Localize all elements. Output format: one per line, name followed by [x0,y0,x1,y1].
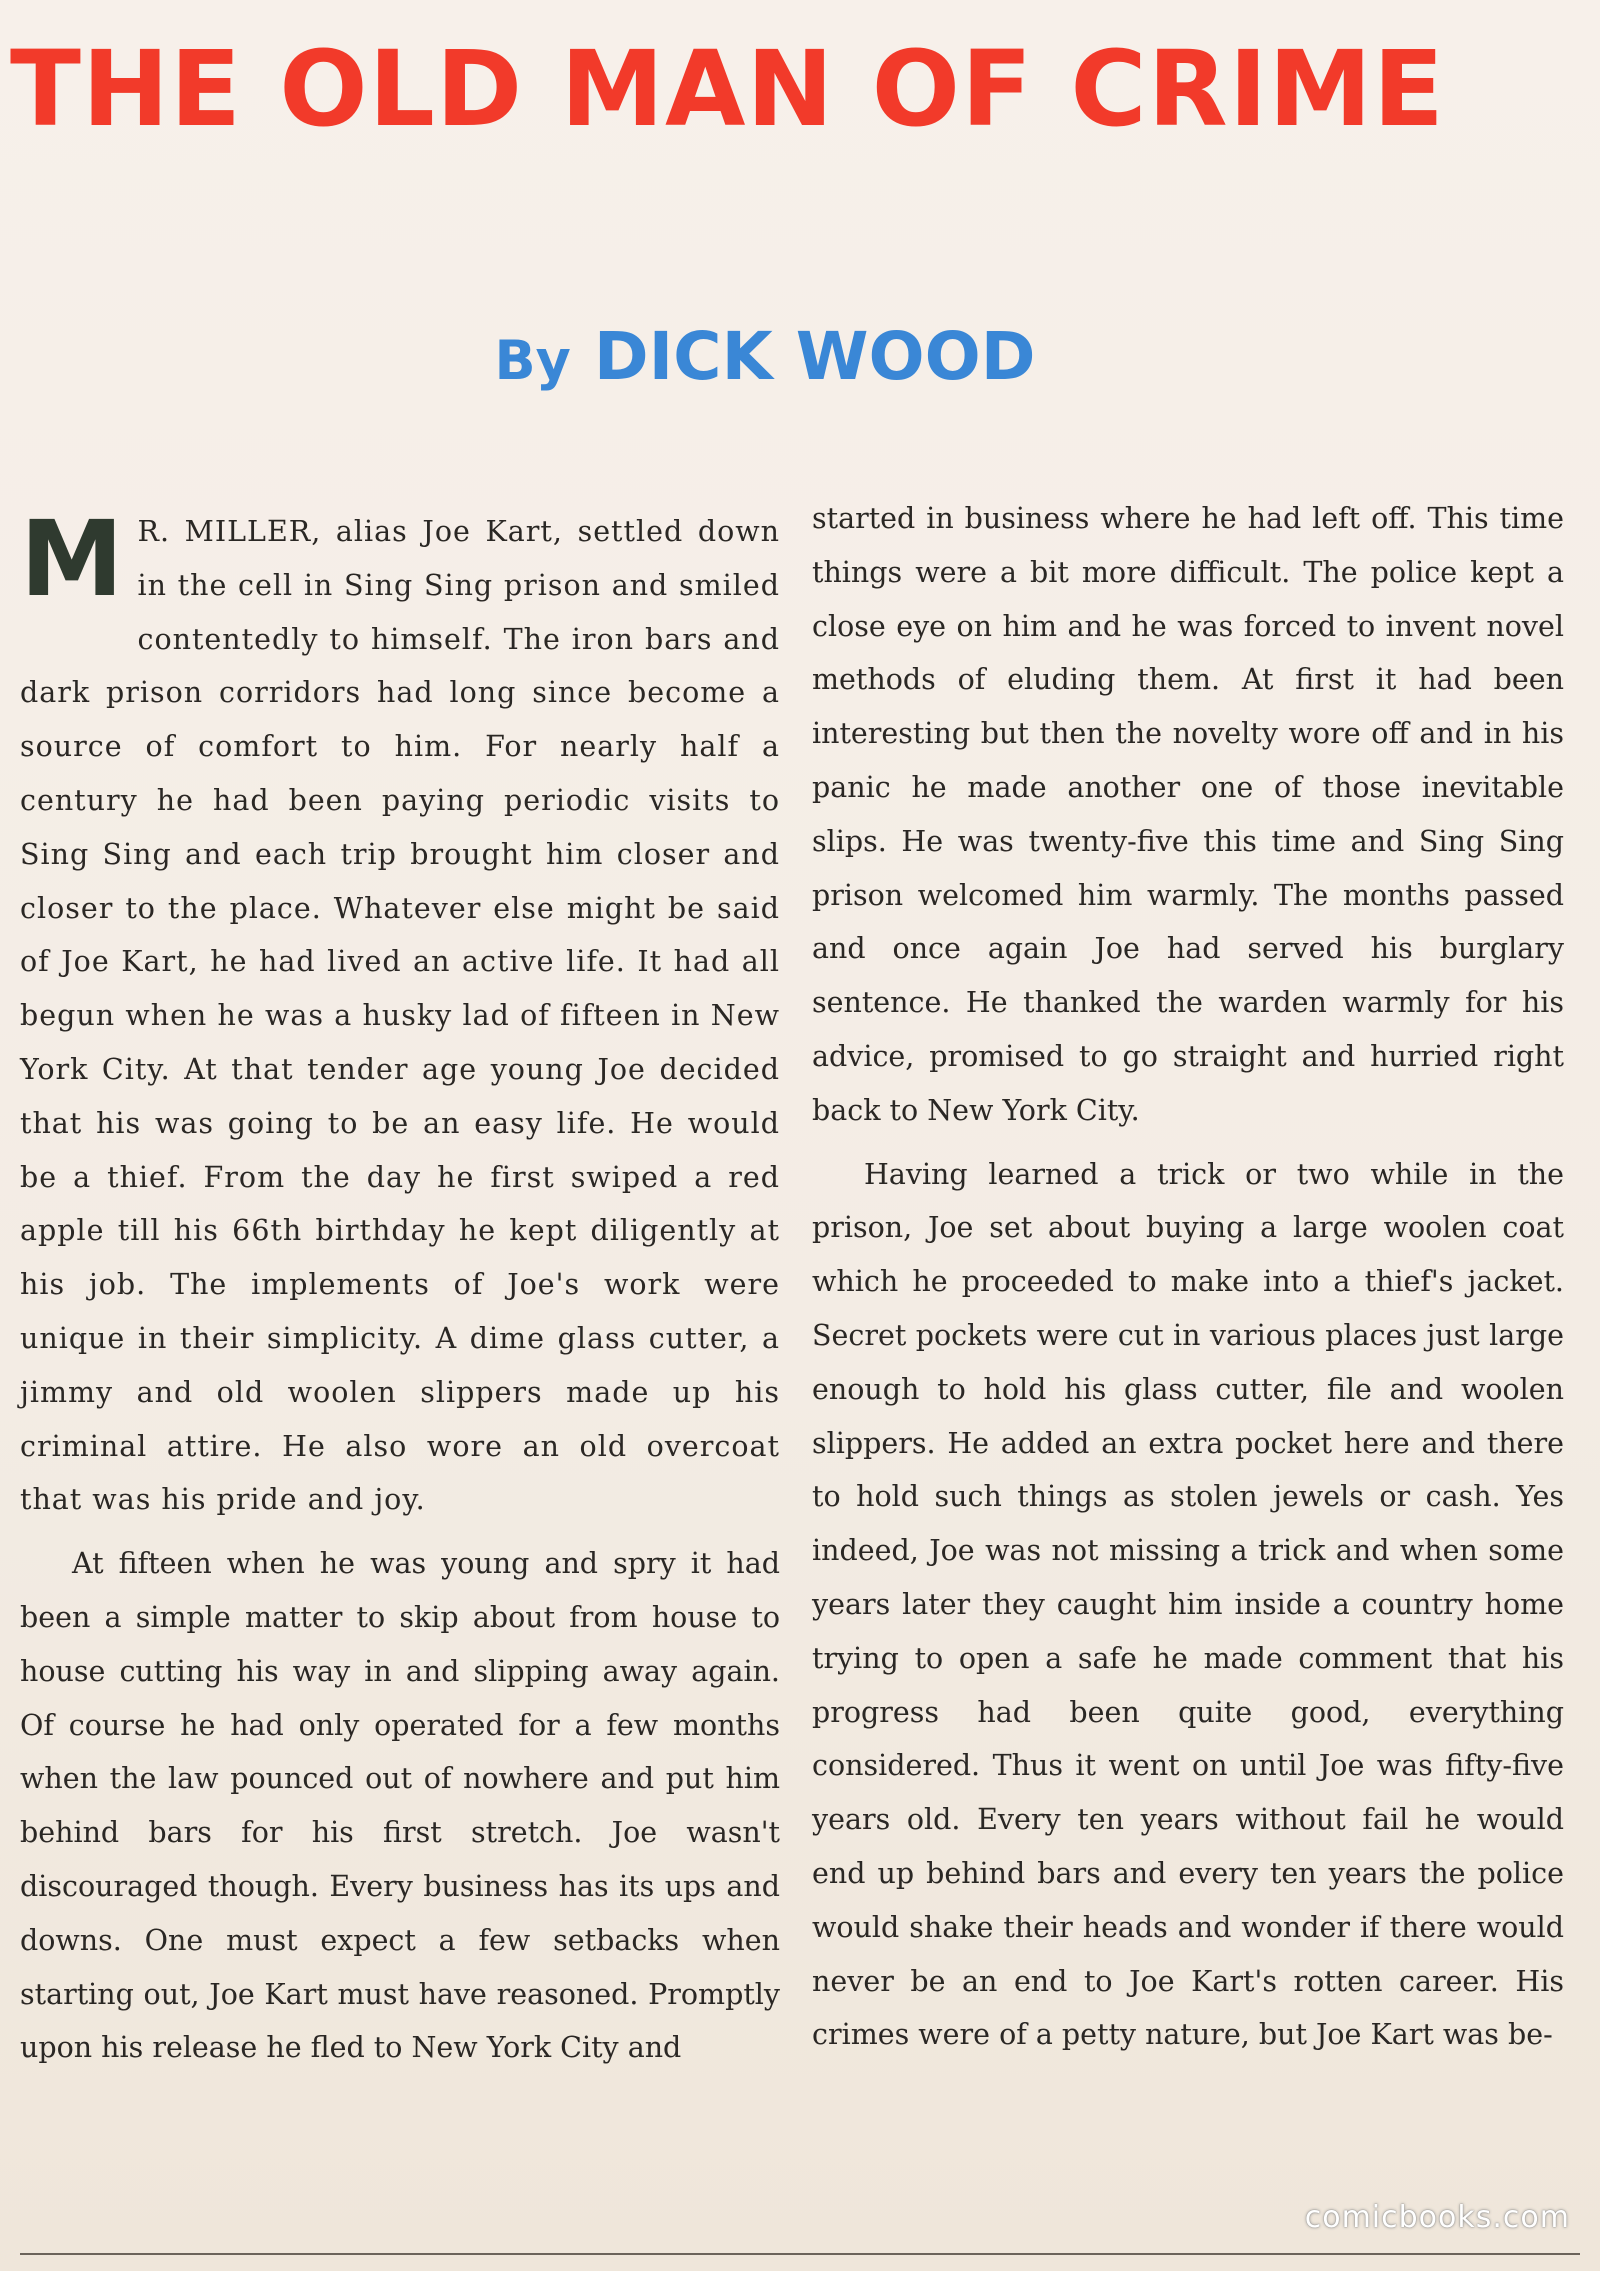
bottom-divider [20,2253,1580,2255]
story-title: THE OLD MAN OF CRIME [10,28,1445,150]
watermark: comicbooks.com [1304,2200,1570,2235]
drop-cap: M [20,498,124,620]
paragraph: Having learned a trick or two while in the prison, Joe set about buying a large woolen coat which he proceeded to make into a thief's jacket. Secret pockets were cut in various places just large enough to hold his glass cutter, file and woolen slippers. He added an extra pocket here and there to hold such things as stolen jewels or cash. Yes indeed, Joe was not missing a trick and when some years later they caught him inside a country home trying to open a safe he made comment that his progress had been quite good, everything considered. Thus it went on until Joe was fifty-five years old. Every ten years without fail he would end up behind bars and every ten years the police would shake their heads and wonder if there would never be an end to Joe Kart's rotten career. His crimes were of a petty nature, but Joe Kart was be- [812,1157,1564,2052]
paragraph: started in business where he had left off. This time things were a bit more difficult. The police kept a close eye on him and he was forced to invent novel methods of eluding them. At first it had been interesting but then the novelty wore off and in his panic he made another one of those inevitable slips. He was twenty-five this time and Sing Sing prison welcomed him warmly. The months passed and once again Joe had served his burglary sentence. He thanked the warden warmly for his advice, promised to go straight and hurried right back to New York City. [812,502,1564,1127]
byline-author: DICK WOOD [593,318,1036,395]
right-column [812,492,1564,2062]
paragraph-opening [20,498,780,1527]
paragraph-text: R. MILLER, alias Joe Kart, settled down in the cell in Sing Sing prison and smiled contentedly to himself. The iron bars and dark prison corridors had long since become a source of comfort to him. For nearly half a century he had been paying periodic visits to Sing Sing and each trip brought him closer and closer to the place. Whatever else might be said of Joe Kart, he had lived an active life. It had all begun when he was a husky lad of fifteen in New York City. At that tender age young Joe decided that his was going to be an easy life. He would be a thief. From the day he first swiped a red apple till his 66th birthday he kept diligently at his job. The implements of Joe's work were unique in their simplicity. A dime glass cutter, a jimmy and old woolen slippers made up his criminal attire. He also wore an old overcoat that was his pride and joy. [20,515,780,1517]
byline [0,318,1530,395]
byline-by: By [494,329,571,392]
left-column [20,498,780,2075]
paragraph: At fifteen when he was young and spry it had been a simple matter to skip about from house to house cutting his way in and slipping away again. Of course he had only operated for a few months when the law pounced out of nowhere and put him behind bars for his first stretch. Joe wasn't discouraged though. Every business has its ups and downs. One must expect a few setbacks when starting out, Joe Kart must have reasoned. Promptly upon his release he fled to New York City and [20,1547,780,2065]
